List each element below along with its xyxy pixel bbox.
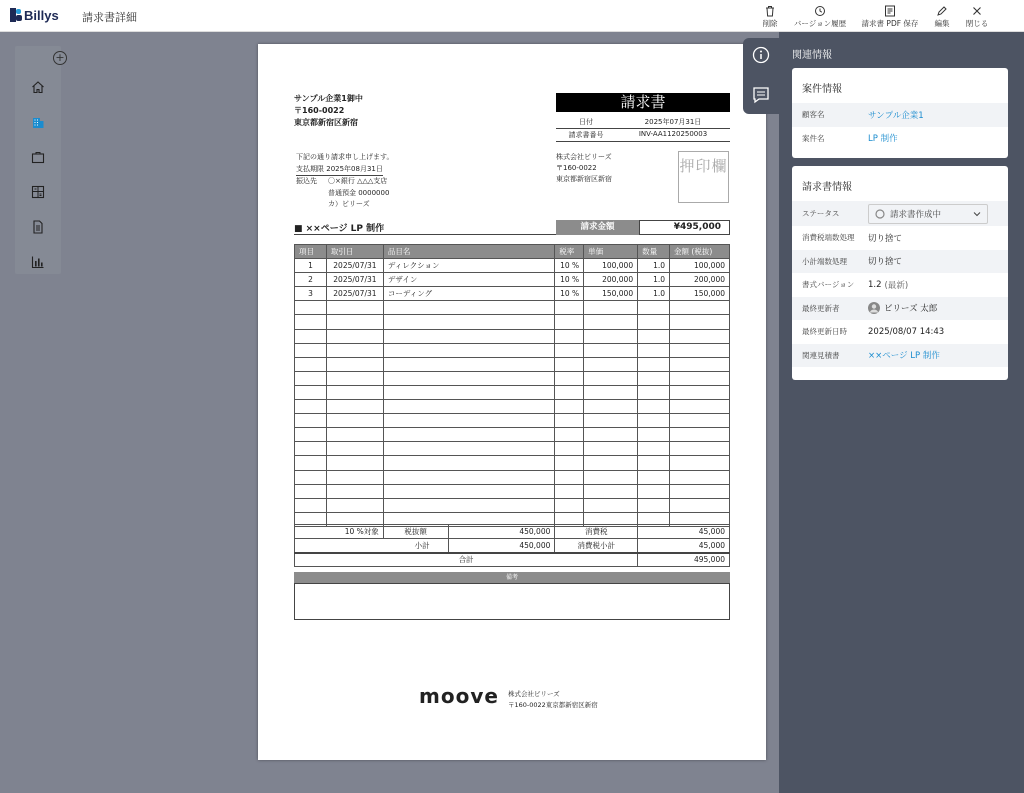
- empty-row: [295, 371, 730, 385]
- empty-cell: [638, 414, 670, 428]
- client-label: 顧客名: [802, 110, 825, 120]
- empty-cell: [638, 315, 670, 329]
- empty-cell: [638, 428, 670, 442]
- empty-cell: [555, 456, 584, 470]
- empty-cell: [584, 385, 638, 399]
- status-label: ステータス: [802, 209, 840, 218]
- invoice-document: [258, 44, 766, 760]
- quote-row: [792, 344, 1008, 368]
- invoice-title: 請求書: [556, 93, 730, 112]
- item-amount: 100,000: [670, 259, 730, 273]
- quote-link[interactable]: ××ページ LP 制作: [868, 351, 940, 362]
- due-date: 2025年08月31日: [326, 164, 383, 173]
- totals-table: [294, 524, 730, 567]
- tax-amount: 45,000: [638, 525, 730, 539]
- item-date: 2025/07/31: [326, 287, 383, 301]
- empty-cell: [638, 329, 670, 343]
- empty-cell: [670, 484, 730, 498]
- bank-line3: カ）ビリーズ: [328, 200, 370, 208]
- grand-amount: 495,000: [638, 553, 730, 567]
- notes-box: [294, 583, 730, 620]
- format-note: (最新): [884, 280, 909, 291]
- status-circle-icon: [875, 209, 885, 219]
- column-header: 金額 (税抜): [670, 245, 730, 259]
- empty-cell: [670, 498, 730, 512]
- empty-cell: [670, 329, 730, 343]
- case-card: [792, 68, 1008, 158]
- item-tax: 10 %: [555, 259, 584, 273]
- table-row: [295, 259, 730, 273]
- empty-cell: [383, 428, 554, 442]
- format-row: [792, 273, 1008, 297]
- empty-cell: [638, 498, 670, 512]
- empty-cell: [383, 385, 554, 399]
- pdf-icon: [884, 5, 896, 17]
- empty-cell: [638, 470, 670, 484]
- home-icon[interactable]: [30, 79, 46, 95]
- column-header: 税率: [555, 245, 584, 259]
- empty-cell: [555, 385, 584, 399]
- empty-cell: [326, 470, 383, 484]
- sub-round-label: 小計端数処理: [802, 256, 847, 266]
- close-label: 閉じる: [965, 19, 989, 28]
- empty-row: [295, 357, 730, 371]
- trash-icon: [764, 5, 776, 17]
- issuer-address: 東京都新宿区新宿: [556, 175, 612, 183]
- bank-line1: 〇×銀行 △△△支店: [328, 177, 388, 185]
- tax-target: 10 %対象: [295, 525, 384, 539]
- empty-cell: [584, 470, 638, 484]
- empty-cell: [584, 315, 638, 329]
- totals-row: [295, 553, 730, 567]
- panel-tabs: [743, 38, 779, 114]
- item-amount: 150,000: [670, 287, 730, 301]
- issuer-name: 株式会社ビリーズ: [556, 153, 612, 161]
- case-link[interactable]: LP 制作: [868, 134, 898, 145]
- empty-cell: [383, 329, 554, 343]
- column-header: 取引日: [326, 245, 383, 259]
- empty-cell: [326, 484, 383, 498]
- item-amount: 200,000: [670, 273, 730, 287]
- empty-cell: [638, 442, 670, 456]
- empty-cell: [326, 385, 383, 399]
- sub-round-value: 切り捨て: [868, 257, 903, 268]
- app-logo[interactable]: [10, 8, 59, 23]
- empty-cell: [383, 371, 554, 385]
- number-row: [556, 130, 730, 142]
- empty-cell: [670, 357, 730, 371]
- empty-cell: [295, 385, 327, 399]
- items-table: [294, 244, 730, 527]
- table-header: [295, 245, 730, 259]
- billys-logo-icon: [10, 8, 22, 22]
- totals-row: [295, 539, 730, 553]
- empty-cell: [383, 301, 554, 315]
- empty-cell: [295, 357, 327, 371]
- empty-cell: [555, 315, 584, 329]
- add-button[interactable]: +: [53, 51, 67, 65]
- empty-cell: [555, 484, 584, 498]
- empty-cell: [326, 301, 383, 315]
- invoice-card-title: 請求書情報: [802, 182, 852, 193]
- empty-cell: [326, 357, 383, 371]
- empty-cell: [555, 442, 584, 456]
- empty-row: [295, 442, 730, 456]
- item-qty: 1.0: [638, 273, 670, 287]
- document-icon[interactable]: [30, 219, 46, 235]
- item-name: コーディング: [383, 287, 554, 301]
- close-icon: [971, 5, 983, 17]
- empty-cell: [383, 343, 554, 357]
- subject: ■ ××ページ LP 制作: [294, 221, 556, 235]
- empty-cell: [584, 400, 638, 414]
- empty-cell: [326, 428, 383, 442]
- subtotal-label: 小計: [295, 539, 449, 553]
- empty-cell: [638, 301, 670, 315]
- briefcase-icon[interactable]: [30, 149, 46, 165]
- pretax-amount: 450,000: [448, 525, 555, 539]
- empty-cell: [555, 371, 584, 385]
- item-date: 2025/07/31: [326, 273, 383, 287]
- empty-cell: [638, 400, 670, 414]
- footer-company-block: [508, 689, 598, 711]
- comment-icon[interactable]: [752, 86, 770, 104]
- close-button[interactable]: [962, 5, 992, 29]
- empty-cell: [295, 456, 327, 470]
- empty-cell: [383, 484, 554, 498]
- empty-cell: [295, 343, 327, 357]
- item-no: 2: [295, 273, 327, 287]
- empty-cell: [670, 428, 730, 442]
- empty-cell: [584, 428, 638, 442]
- empty-cell: [584, 301, 638, 315]
- empty-cell: [670, 343, 730, 357]
- building-icon[interactable]: [30, 114, 46, 130]
- empty-cell: [555, 400, 584, 414]
- empty-cell: [584, 357, 638, 371]
- client-block: [294, 93, 363, 129]
- tax-round-row: [792, 226, 1008, 250]
- avatar: [868, 302, 880, 314]
- delete-button[interactable]: [757, 5, 783, 29]
- empty-cell: [555, 414, 584, 428]
- empty-row: [295, 329, 730, 343]
- updated-row: [792, 320, 1008, 344]
- item-date: 2025/07/31: [326, 259, 383, 273]
- client-row: [792, 103, 1008, 127]
- empty-cell: [555, 470, 584, 484]
- empty-row: [295, 414, 730, 428]
- empty-cell: [295, 414, 327, 428]
- case-card-title: 案件情報: [802, 84, 842, 95]
- empty-cell: [555, 357, 584, 371]
- updater-row: [792, 297, 1008, 321]
- case-label: 案件名: [802, 133, 825, 143]
- empty-cell: [555, 428, 584, 442]
- item-no: 1: [295, 259, 327, 273]
- item-name: デザイン: [383, 273, 554, 287]
- empty-cell: [326, 329, 383, 343]
- empty-cell: [584, 414, 638, 428]
- empty-row: [295, 428, 730, 442]
- item-tax: 10 %: [555, 273, 584, 287]
- history-label: バージョン履歴: [793, 19, 847, 28]
- empty-row: [295, 470, 730, 484]
- info-icon[interactable]: [752, 46, 770, 64]
- notes-label: 備考: [294, 572, 730, 583]
- item-no: 3: [295, 287, 327, 301]
- bank-line2: 普通預金 0000000: [328, 188, 390, 197]
- issuer-zip: 〒160-0022: [556, 164, 597, 172]
- case-row: [792, 127, 1008, 151]
- due-label: 支払期限: [296, 164, 324, 173]
- empty-cell: [326, 371, 383, 385]
- column-header: 数量: [638, 245, 670, 259]
- side-navigation: [15, 46, 61, 274]
- empty-cell: [670, 400, 730, 414]
- empty-cell: [383, 400, 554, 414]
- status-select[interactable]: [868, 204, 988, 224]
- empty-cell: [584, 329, 638, 343]
- bank-label: 振込先: [296, 177, 317, 185]
- empty-row: [295, 301, 730, 315]
- tax-label: 消費税: [555, 525, 638, 539]
- history-icon: [814, 5, 826, 17]
- grand-label: 合計: [295, 553, 638, 567]
- calculator-icon[interactable]: [30, 184, 46, 200]
- empty-cell: [638, 456, 670, 470]
- intro-text: 下記の通り請求申し上げます。: [296, 153, 394, 161]
- format-label: 書式バージョン: [802, 280, 855, 290]
- document-viewer: [0, 32, 779, 793]
- version-history-button[interactable]: [790, 5, 850, 29]
- updated-label: 最終更新日時: [802, 327, 847, 337]
- date-label: 日付: [579, 118, 593, 126]
- client-zip: 〒160-0022: [294, 106, 345, 115]
- tax-round-value: 切り捨て: [868, 233, 903, 244]
- totals-row: [295, 525, 730, 539]
- item-price: 150,000: [584, 287, 638, 301]
- empty-cell: [383, 470, 554, 484]
- client-address: 東京都新宿区新宿: [294, 118, 358, 127]
- empty-cell: [584, 371, 638, 385]
- status-row: [792, 201, 1008, 226]
- empty-cell: [383, 442, 554, 456]
- empty-cell: [670, 301, 730, 315]
- empty-cell: [638, 343, 670, 357]
- empty-row: [295, 343, 730, 357]
- empty-cell: [670, 456, 730, 470]
- empty-cell: [295, 329, 327, 343]
- client-link[interactable]: サンプル企業1: [868, 110, 924, 121]
- empty-cell: [670, 442, 730, 456]
- chevron-down-icon: [973, 210, 981, 218]
- tax-round-label: 消費税端数処理: [802, 233, 855, 243]
- empty-cell: [670, 371, 730, 385]
- item-qty: 1.0: [638, 259, 670, 273]
- updater-label: 最終更新者: [802, 303, 840, 313]
- empty-cell: [584, 442, 638, 456]
- empty-cell: [295, 400, 327, 414]
- total-amount: ¥495,000: [639, 220, 730, 235]
- empty-row: [295, 315, 730, 329]
- empty-cell: [584, 484, 638, 498]
- column-header: 単価: [584, 245, 638, 259]
- empty-cell: [555, 498, 584, 512]
- empty-cell: [584, 498, 638, 512]
- column-header: 品目名: [383, 245, 554, 259]
- invoice-number: INV-AA1120250003: [638, 130, 708, 138]
- item-price: 200,000: [584, 273, 638, 287]
- item-qty: 1.0: [638, 287, 670, 301]
- empty-cell: [326, 343, 383, 357]
- empty-row: [295, 498, 730, 512]
- empty-cell: [555, 343, 584, 357]
- empty-row: [295, 400, 730, 414]
- empty-cell: [584, 456, 638, 470]
- empty-cell: [670, 414, 730, 428]
- top-bar: [0, 0, 1024, 32]
- footer-company: 株式会社ビリーズ: [508, 690, 560, 698]
- empty-cell: [555, 301, 584, 315]
- empty-cell: [326, 414, 383, 428]
- empty-cell: [295, 470, 327, 484]
- empty-cell: [326, 498, 383, 512]
- format-value: 1.2: [868, 279, 882, 290]
- empty-cell: [555, 329, 584, 343]
- status-value: 請求書作成中: [890, 209, 942, 220]
- empty-cell: [383, 498, 554, 512]
- empty-cell: [383, 315, 554, 329]
- item-tax: 10 %: [555, 287, 584, 301]
- number-label: 請求書番号: [568, 131, 604, 139]
- total-label: 請求金額: [556, 220, 639, 235]
- empty-row: [295, 456, 730, 470]
- quote-label: 関連見積書: [802, 350, 840, 360]
- pretax-label: 税抜額: [383, 525, 448, 539]
- empty-cell: [670, 315, 730, 329]
- column-header: 項目: [295, 245, 327, 259]
- subtotal-amount: 450,000: [448, 539, 555, 553]
- payment-block: [296, 152, 393, 211]
- page-title: 請求書詳細: [82, 11, 137, 24]
- empty-cell: [326, 442, 383, 456]
- client-name: サンプル企業1御中: [294, 94, 363, 103]
- empty-row: [295, 385, 730, 399]
- item-name: ディレクション: [383, 259, 554, 273]
- empty-cell: [326, 456, 383, 470]
- empty-cell: [295, 498, 327, 512]
- empty-cell: [326, 400, 383, 414]
- empty-cell: [638, 371, 670, 385]
- panel-title: 関連情報: [792, 50, 832, 61]
- empty-cell: [638, 357, 670, 371]
- empty-cell: [295, 428, 327, 442]
- app-name: Billys: [24, 8, 59, 23]
- table-row: [295, 273, 730, 287]
- table-row: [295, 287, 730, 301]
- empty-cell: [326, 315, 383, 329]
- empty-cell: [584, 343, 638, 357]
- delete-label: 削除: [762, 19, 778, 28]
- seal-box: 押印欄: [678, 151, 729, 203]
- empty-cell: [383, 357, 554, 371]
- empty-cell: [295, 315, 327, 329]
- empty-cell: [383, 414, 554, 428]
- invoice-date: 2025年07月31日: [644, 118, 702, 126]
- item-price: 100,000: [584, 259, 638, 273]
- updater-value: ビリーズ 太郎: [884, 304, 938, 315]
- save-pdf-button[interactable]: [858, 5, 922, 29]
- save-pdf-label: 請求書 PDF 保存: [861, 19, 919, 28]
- footer-brand: moove: [419, 684, 499, 708]
- tax-subtotal-amount: 45,000: [638, 539, 730, 553]
- empty-cell: [295, 484, 327, 498]
- updated-value: 2025/08/07 14:43: [868, 326, 945, 337]
- empty-cell: [670, 470, 730, 484]
- issuer-block: [556, 152, 612, 185]
- empty-row: [295, 484, 730, 498]
- empty-cell: [295, 301, 327, 315]
- edit-label: 編集: [934, 19, 950, 28]
- empty-cell: [670, 385, 730, 399]
- footer-address: 〒160-0022東京都新宿区新宿: [508, 701, 598, 709]
- tax-subtotal-label: 消費税小計: [555, 539, 638, 553]
- empty-cell: [638, 484, 670, 498]
- empty-cell: [638, 385, 670, 399]
- pencil-icon: [936, 5, 948, 17]
- invoice-info-card: [792, 166, 1008, 380]
- empty-cell: [383, 456, 554, 470]
- chart-icon[interactable]: [30, 254, 46, 270]
- empty-cell: [295, 371, 327, 385]
- date-row: [556, 117, 730, 129]
- related-info-panel: [779, 32, 1024, 793]
- sub-round-row: [792, 250, 1008, 274]
- empty-cell: [295, 442, 327, 456]
- edit-button[interactable]: [930, 5, 954, 29]
